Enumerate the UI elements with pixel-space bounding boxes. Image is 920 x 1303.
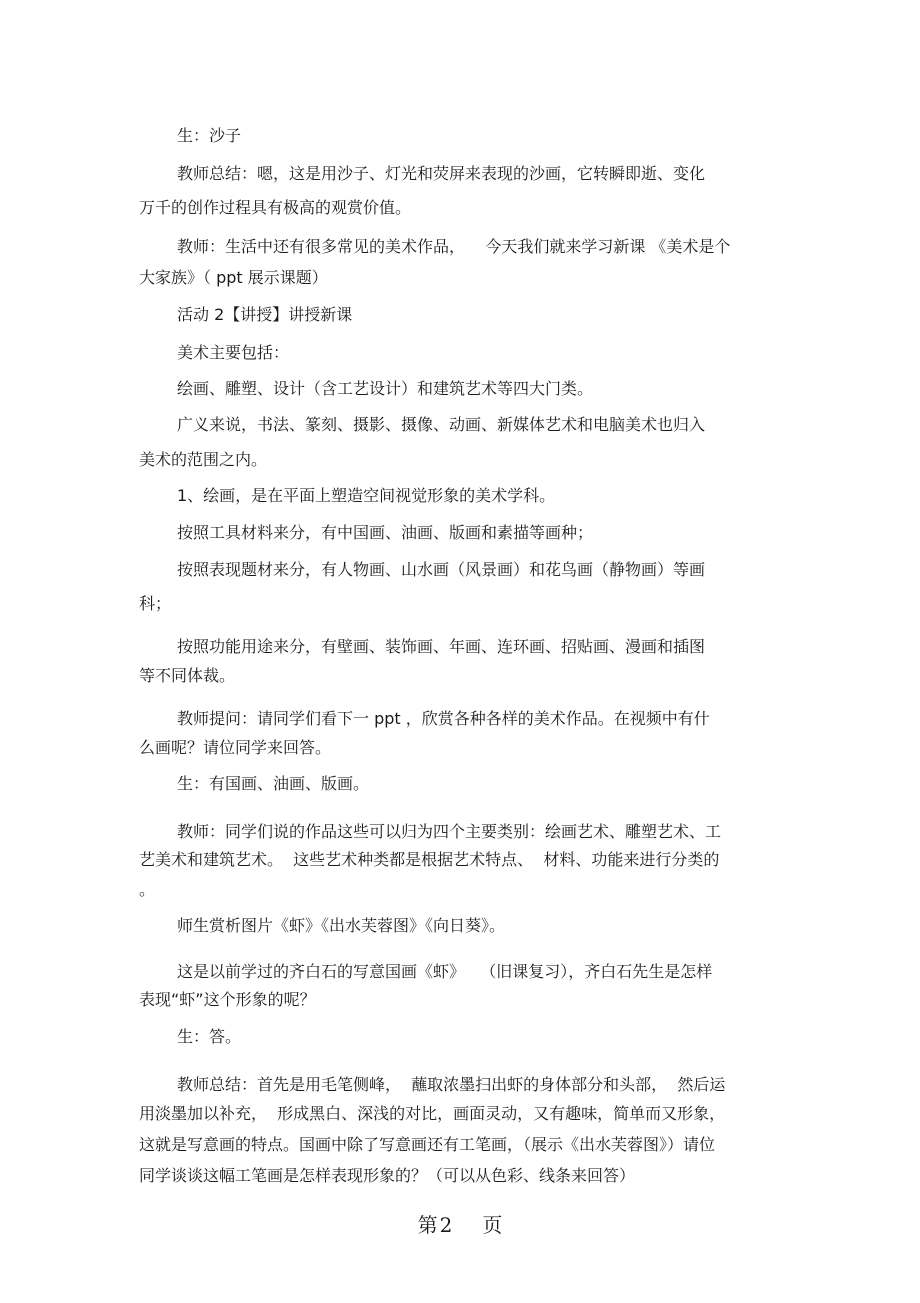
paragraph-line: 师生赏析图片《虾》《出水芙蓉图》《向日葵》。 xyxy=(177,916,506,935)
paragraph-line: 生：答。 xyxy=(177,1027,242,1046)
paragraph-line: 生：有国画、油画、版画。 xyxy=(177,774,370,793)
paragraph-line: 教师总结：首先是用毛笔侧峰， 蘸取浓墨扫出虾的身体部分和头部， 然后运 xyxy=(177,1075,726,1094)
paragraph-line: 同学谈谈这幅工笔画是怎样表现形象的？（可以从色彩、线条来回答） xyxy=(139,1166,636,1185)
paragraph-line: 教师总结：嗯，这是用沙子、灯光和荧屏来表现的沙画，它转瞬即逝、变化 xyxy=(177,164,706,183)
paragraph-line: 生：沙子 xyxy=(177,126,242,145)
paragraph-line: 大家族》（ ppt 展示课题） xyxy=(139,268,328,287)
paragraph-line: 按照表现题材来分，有人物画、山水画（风景画）和花鸟画（静物画）等画 xyxy=(177,560,706,579)
paragraph-line: 绘画、雕塑、设计（含工艺设计）和建筑艺术等四大门类。 xyxy=(177,379,594,398)
paragraph-line: 科； xyxy=(139,594,172,613)
page-footer xyxy=(0,1212,920,1238)
paragraph-line: 按照工具材料来分，有中国画、油画、版画和素描等画种； xyxy=(177,523,594,542)
paragraph-line: 这是以前学过的齐白石的写意国画《虾》 （旧课复习），齐白石先生是怎样 xyxy=(177,962,713,981)
paragraph-line: 美术的范围之内。 xyxy=(139,450,268,469)
paragraph-line: 教师：生活中还有很多常见的美术作品， 今天我们就来学习新课 《美术是个 xyxy=(177,237,731,256)
paragraph-line: 么画呢？请位同学来回答。 xyxy=(139,738,332,757)
paragraph-line: 这就是写意画的特点。国画中除了写意画还有工笔画，（展示《出水芙蓉图》）请位 xyxy=(139,1135,716,1154)
paragraph-line: 美术主要包括： xyxy=(177,343,290,362)
paragraph-line: 按照功能用途来分，有壁画、装饰画、年画、连环画、招贴画、漫画和插图 xyxy=(177,637,706,656)
paragraph-line: 用淡墨加以补充， 形成黑白、深浅的对比，画面灵动，又有趣味，简单而又形象， xyxy=(139,1104,726,1123)
paragraph-line: 万千的创作过程具有极高的观赏价值。 xyxy=(139,198,412,217)
paragraph-line: 表现“虾”这个形象的呢？ xyxy=(139,990,316,1009)
paragraph-line: 艺美术和建筑艺术。 这些艺术种类都是根据艺术特点、 材料、功能来进行分类的 xyxy=(139,850,720,869)
page-label-suffix: 页 xyxy=(482,1213,503,1237)
page-label-prefix: 第 xyxy=(417,1213,438,1237)
section-heading: 活动 2【讲授】讲授新课 xyxy=(177,305,353,324)
paragraph-line: 教师提问：请同学们看下一 ppt ，欣赏各种各样的美术作品。在视频中有什 xyxy=(177,709,710,728)
paragraph-line: 。 xyxy=(139,880,156,899)
paragraph-line: 等不同体裁。 xyxy=(139,666,236,685)
paragraph-line: 1、绘画，是在平面上塑造空间视觉形象的美术学科。 xyxy=(177,486,556,505)
page-number: 2 xyxy=(439,1213,453,1237)
paragraph-line: 教师：同学们说的作品这些可以归为四个主要类别：绘画艺术、雕塑艺术、工 xyxy=(177,822,722,841)
paragraph-line: 广义来说，书法、篆刻、摄影、摄像、动画、新媒体艺术和电脑美术也归入 xyxy=(177,415,706,434)
